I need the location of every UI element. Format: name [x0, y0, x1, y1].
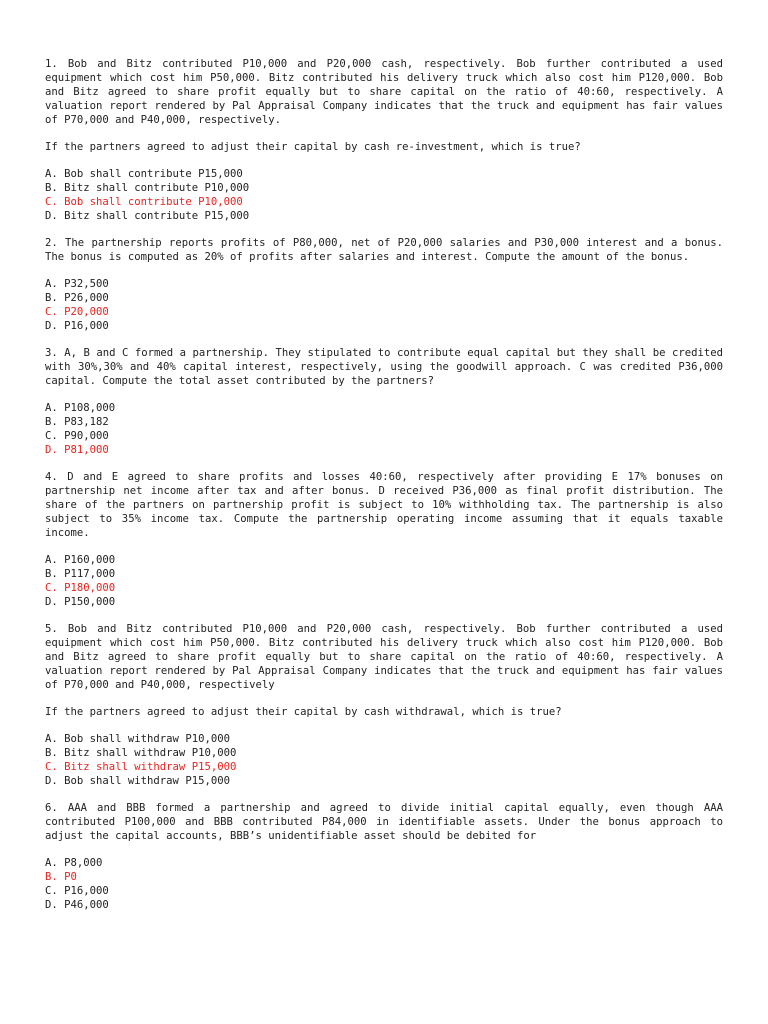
answer-choice: B. P117,000 — [45, 568, 116, 580]
choice-list — [45, 553, 723, 609]
question-text: 3. A, B and C formed a partnership. They stipulated to contribute equal capital but they shall be credited with 30%,30% and 40% capital interest, respectively, using the goodwill approach. C was credited P36,000 capital. Compute the total asset contributed by the partners? — [45, 347, 723, 387]
answer-choice: D. P16,000 — [45, 320, 109, 332]
question-prompt: If the partners agreed to adjust their capital by cash withdrawal, which is true? — [45, 706, 562, 718]
answer-choice: A. P8,000 — [45, 857, 103, 869]
choice-list — [45, 277, 723, 333]
question-4 — [45, 470, 723, 609]
answer-choice-correct: C. Bitz shall withdraw P15,000 — [45, 761, 237, 773]
answer-choice: C. P90,000 — [45, 430, 109, 442]
question-3 — [45, 346, 723, 457]
answer-choice: B. Bitz shall withdraw P10,000 — [45, 747, 237, 759]
choice-list — [45, 167, 723, 223]
question-prompt: If the partners agreed to adjust their capital by cash re-investment, which is true? — [45, 141, 581, 153]
answer-choice: B. Bitz shall contribute P10,000 — [45, 182, 250, 194]
choice-list — [45, 401, 723, 457]
answer-choice: A. Bob shall contribute P15,000 — [45, 168, 243, 180]
question-6 — [45, 801, 723, 912]
answer-choice: D. P150,000 — [45, 596, 116, 608]
answer-choice: D. Bitz shall contribute P15,000 — [45, 210, 250, 222]
choice-list — [45, 856, 723, 912]
question-text: 2. The partnership reports profits of P80,000, net of P20,000 salaries and P30,000 interest and a bonus. The bonus is computed as 20% of profits after salaries and interest. Compute the amount of the bonus. — [45, 237, 723, 263]
answer-choice-correct: D. P81,000 — [45, 444, 109, 456]
answer-choice-correct: C. Bob shall contribute P10,000 — [45, 196, 243, 208]
answer-choice: C. P16,000 — [45, 885, 109, 897]
answer-choice: A. P160,000 — [45, 554, 116, 566]
question-2 — [45, 236, 723, 333]
choice-list — [45, 732, 723, 788]
question-text: 5. Bob and Bitz contributed P10,000 and P20,000 cash, respectively. Bob further contributed a used equipment which cost him P50,000. Bitz contributed his delivery truck which also cost him P120,000. Bob and Bitz agreed to share profit equally but to share capital on the ratio of 40:60, respectively. A valuation report rendered by Pal Appraisal Company indicates that the truck and equipment has fair values of P70,000 and P40,000, respectively — [45, 623, 723, 691]
answer-choice-correct: B. P0 — [45, 871, 77, 883]
answer-choice: D. Bob shall withdraw P15,000 — [45, 775, 230, 787]
question-text: 4. D and E agreed to share profits and losses 40:60, respectively after providing E 17% bonuses on partnership net income after tax and after bonus. D received P36,000 as final profit distribution. The share of the partners on partnership profit is subject to 10% withholding tax. The partnership is also subject to 35% income tax. Compute the partnership operating income assuming that it equals taxable income. — [45, 471, 723, 539]
answer-choice: B. P26,000 — [45, 292, 109, 304]
answer-choice: B. P83,182 — [45, 416, 109, 428]
answer-choice: A. P108,000 — [45, 402, 116, 414]
question-text: 1. Bob and Bitz contributed P10,000 and P20,000 cash, respectively. Bob further contributed a used equipment which cost him P50,000. Bitz contributed his delivery truck which also cost him P120,000. Bob and Bitz agreed to share profit equally but to share capital on the ratio of 40:60, respectively. A valuation report rendered by Pal Appraisal Company indicates that the truck and equipment has fair values of P70,000 and P40,000, respectively. — [45, 58, 723, 126]
question-5 — [45, 622, 723, 788]
question-1 — [45, 57, 723, 223]
answer-choice: A. Bob shall withdraw P10,000 — [45, 733, 230, 745]
answer-choice: A. P32,500 — [45, 278, 109, 290]
answer-choice: D. P46,000 — [45, 899, 109, 911]
question-text: 6. AAA and BBB formed a partnership and agreed to divide initial capital equally, even though AAA contributed P100,000 and BBB contributed P84,000 in identifiable assets. Under the bonus approach to adjust the capital accounts, BBB’s unidentifiable asset should be debited for — [45, 802, 723, 842]
answer-choice-correct: C. P20,000 — [45, 306, 109, 318]
question-list — [45, 57, 723, 925]
answer-choice-correct: C. P180,000 — [45, 582, 116, 594]
